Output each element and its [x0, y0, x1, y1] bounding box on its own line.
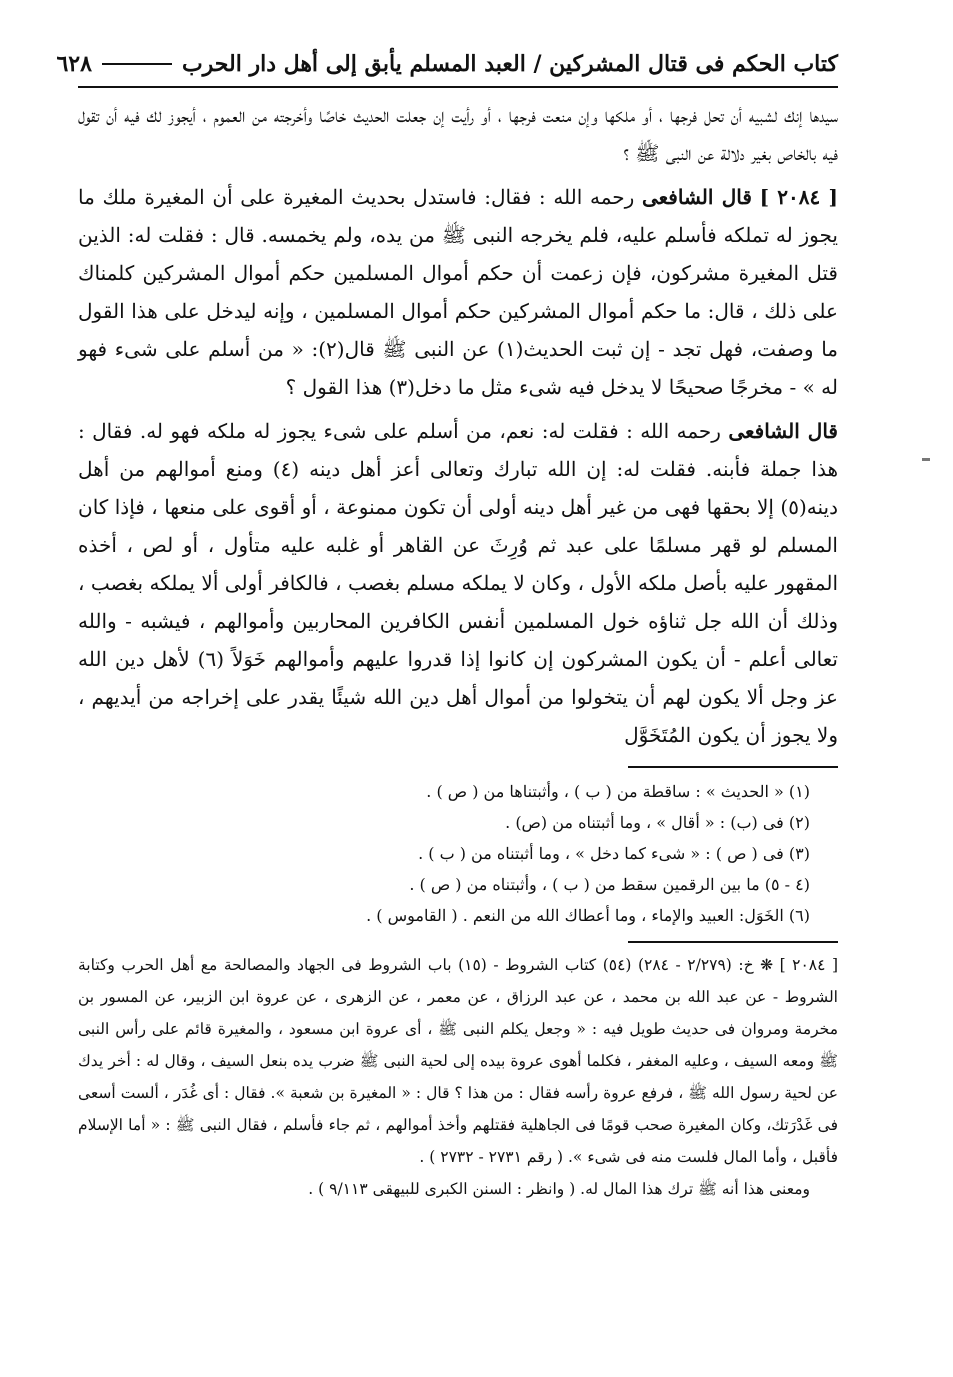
page-number: ٦٢٨ — [56, 51, 92, 77]
source-main: [ ٢٠٨٤ ] ❋ خ: (٢/٢٧٩ - ٢٨٤) (٥٤) كتاب الشروط - (١٥) باب الشروط فى الجهاد والمصالحة مع أهل الحرب وكتابة الشروط - عن عبد الله بن محمد ، عن عبد الرزاق ، عن معمر ، عن الزهرى ، عن عروة ابن الزبير، عن المسور بن مخرمة ومروان فى حديث طويل فيه : « وجعل يكلم النبى ﷺ ، أى عروة ابن مسعود ، والمغيرة قائم على رأس النبى ﷺ ومعه السيف ، وعليه المغفر ، فكلما أهوى عروة بيده إلى لحية النبى ﷺ ضرب يده بنعل السيف ، وقال له : أخر يدك عن لحية رسول الله ﷺ ، فرفع عروة رأسه فقال : من هذا ؟ قال : « المغيرة بن شعبة ». فقال : أى غُدَر ، ألست أسعى فى غَدْرَتك، وكان المغيرة صحب قومًا فى الجاهلية فقتلهم وأخذ أموالهم ، ثم جاء فأسلم ، فقال النبى ﷺ : « أما الإسلام فأقبل ، وأما المال فلست منه فى شىء ». ( رقم ٢٧٣١ - ٢٧٣٢ ) . — [78, 956, 839, 1166]
paragraph-2-text: رحمه الله : فقال: فاستدل بحديث المغيرة على أن المغيرة ملك ما يجوز له تملكه فأسلم عليه، فلم يخرجه النبى ﷺ من يده، ولم يخمسه. قال : فقلت له: الذين قتل المغيرة مشركون، فإن زعمت أن حكم أموال المسلمين حكم أموال المشركين كلمناك على ذلك ، قال: ما حكم أموال المشركين حكم أموال المسلمين ، وإنه ليدخل على هذا القول ما وصفت، فهل تجد - إن ثبت الحديث(١) عن النبى ﷺ قال(٢): « من أسلم على شىء فهو له » - مخرجًا صحيحًا لا يدخل فيه شىء مثل ما دخل(٣) هذا القول ؟ — [78, 185, 838, 399]
source-divider — [628, 941, 838, 943]
footnote-4-5: (٤ - ٥) ما بين الرقمين سقط من ( ب ) ، وأثبتناه من ( ص ) . — [409, 875, 810, 894]
paragraph-3-speaker: قال الشافعى — [728, 419, 838, 443]
footnote-divider — [628, 766, 838, 768]
main-text — [78, 96, 838, 754]
source-tail: ومعنى هذا أنه ﷺ ترك هذا المال له. ( وانظر : السنن الكبرى للبيهقى ٩/١١٣ ) . — [308, 1180, 810, 1198]
scan-mark — [922, 458, 930, 461]
paragraph-2-number: [ ٢٠٨٤ ] — [759, 185, 838, 209]
footnote-2: (٢) فى (ب) : « أقال » ، وما أثبتناه من (ص) . — [505, 813, 810, 832]
hadith-source-notes — [78, 949, 838, 1205]
paragraph-3 — [78, 412, 838, 754]
footnote-3: (٣) فى ( ص ) : « شىء كما دخل » ، وما أثبتناه من ( ب ) . — [418, 844, 810, 863]
paragraph-3-text: رحمه الله : فقلت له: نعم، من أسلم على شىء يجوز له ملكه فهو له. فقال : هذا جملة فأبنه. فقلت له: إن الله تبارك وتعالى أعز أهل دينه (٤) ومنع أموالهم من أهل دينه(٥) إلا بحقها فهى من غير أهل دينه أولى أن تكون ممنوعة ، أو أقوى على منعها ، فإذا كان المسلم لو قهر مسلمًا على عبد ثم وُرِثَ عن القاهر أو غلبه عليه متأول ، أو لص ، أخذه المقهور عليه بأصل ملكه الأول ، وكان لا يملكه مسلم بغصب ، فالكافر أولى ألا يملكه بغصب ، وذلك أن الله جل ثناؤه خول المسلمين أنفس الكافرين المحاربين وأموالهم ، فيشبه - والله تعالى أعلم - أن يكون المشركون إن كانوا إذا قدروا عليهم وأموالهم خَوَلاً (٦) لأهل دين الله عز وجل ألا يكون لهم أن يتخولوا من أموال أهل دين الله شيئًا يقدر على إخراجه من أيديهم ، ولا يجوز أن يكون المُتَخَوَّل — [78, 419, 839, 747]
footnote-6: (٦) الخَوَل: العبيد والإماء ، وما أعطاك الله من النعم . ( القاموس ) . — [366, 906, 810, 925]
header-rule — [102, 63, 172, 65]
paragraph-1: سيدها إنك لشبيه أن تحل فرجها ، أو ملكها وإن منعت فرجها ، أو رأيت إن جعلت الحديث خاصًا وأخرجته من العموم ، أيجوز لك فيه أن تقول فيه بالخاص بغير دلالة عن النبى ﷺ ؟ — [78, 103, 838, 165]
paragraph-2-speaker: قال الشافعى — [641, 185, 752, 209]
paragraph-2 — [78, 178, 838, 406]
running-title: كتاب الحكم فى قتال المشركين / العبد المسلم يأبق إلى أهل دار الحرب — [181, 51, 838, 77]
book-page — [56, 44, 839, 1334]
footnote-1: (١) « الحديث » : ساقطة من ( ب ) ، وأثبتناها من ( ص ) . — [426, 782, 810, 801]
footnotes — [78, 776, 838, 931]
running-header — [56, 44, 838, 84]
header-underline — [78, 86, 838, 88]
